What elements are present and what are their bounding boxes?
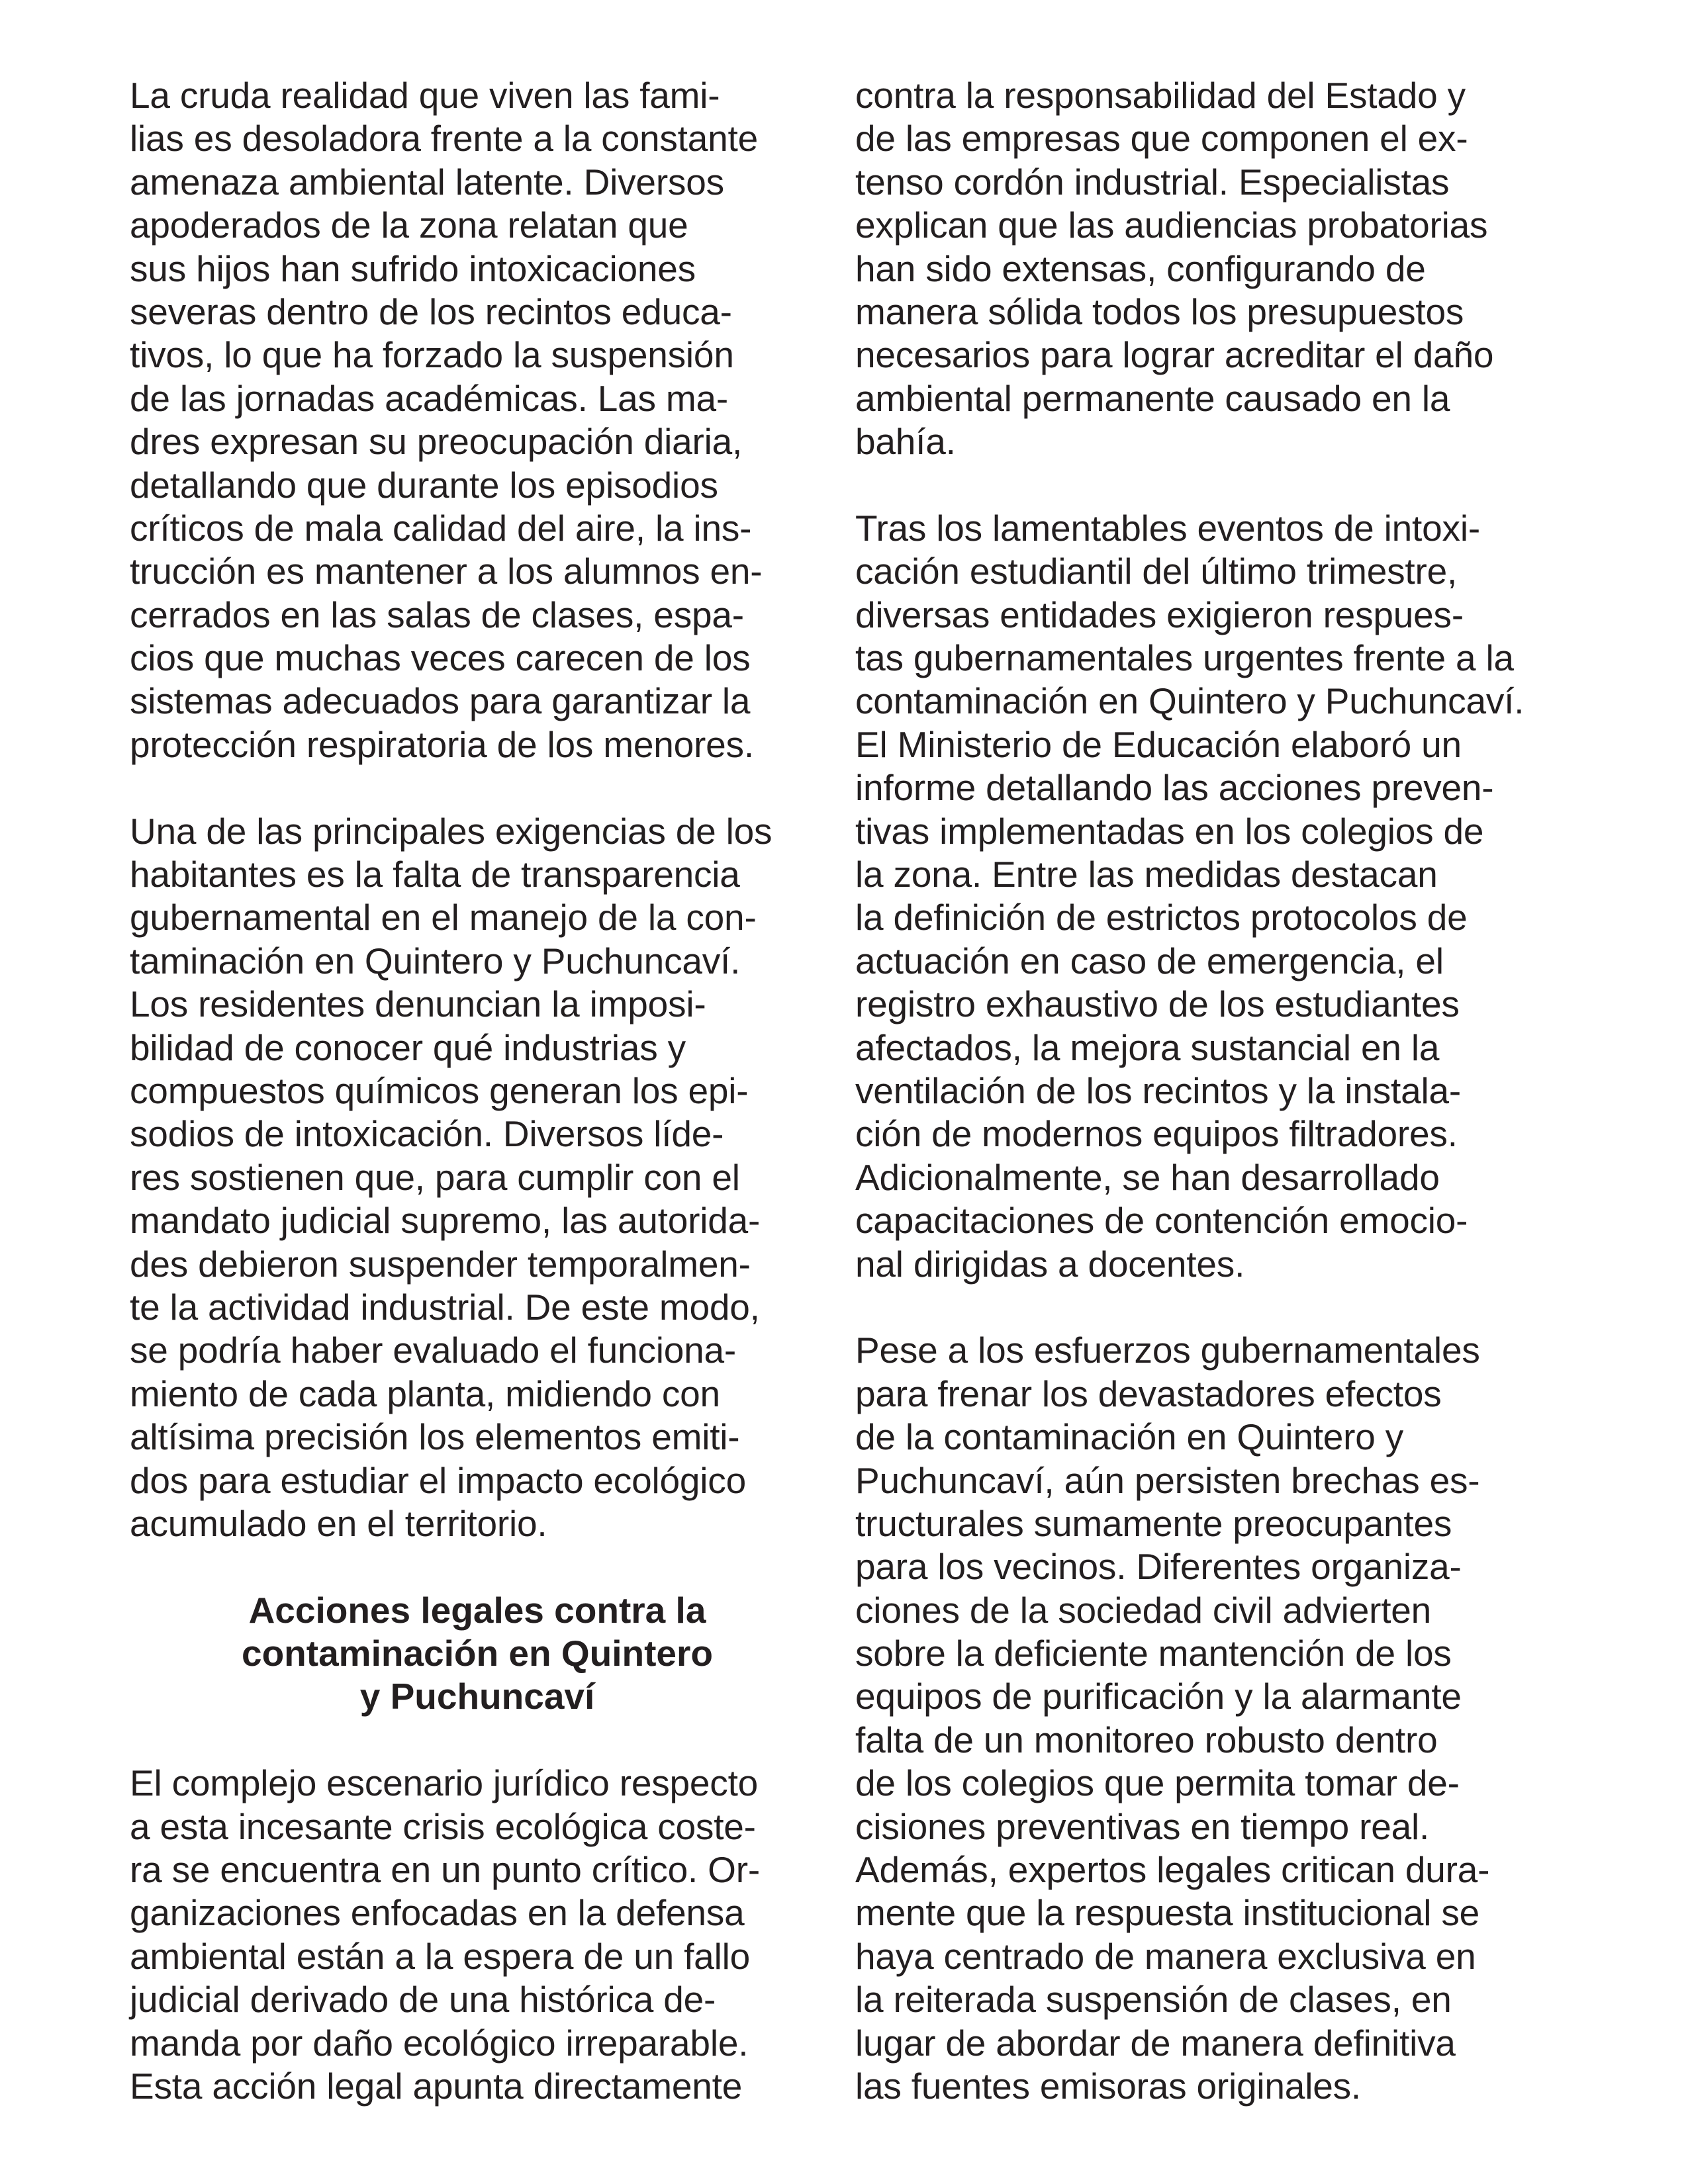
text-line: apoderados de la zona relatan que [130, 205, 688, 246]
paragraph-gap [855, 464, 1570, 507]
text-line: diversas entidades exigieron respues- [855, 594, 1464, 635]
text-line: ganizaciones enfocadas en la defensa [130, 1892, 745, 1934]
text-line: falta de un monitoreo robusto dentro [855, 1719, 1438, 1760]
text-line: para los vecinos. Diferentes organiza- [855, 1546, 1462, 1588]
text-line: Adicionalmente, se han desarrollado [855, 1156, 1440, 1198]
text-line: La cruda realidad que viven las fami- [130, 75, 720, 116]
text-line: cación estudiantil del último trimestre, [855, 551, 1458, 592]
text-line: capacitaciones de contención emocio- [855, 1200, 1468, 1242]
text-line: altísima precisión los elementos emiti- [130, 1416, 740, 1458]
text-line: la reiterada suspensión de clases, en [855, 1979, 1452, 2021]
text-line: mente que la respuesta institucional se [855, 1892, 1480, 1934]
text-line: cios que muchas veces carecen de los [130, 637, 751, 679]
text-line: sobre la deficiente mantención de los [855, 1633, 1452, 1674]
text-line: judicial derivado de una histórica de- [130, 1979, 716, 2021]
text-line: sistemas adecuados para garantizar la [130, 680, 751, 722]
text-line: tenso cordón industrial. Especialistas [855, 161, 1450, 203]
text-line: compuestos químicos generan los epi- [130, 1069, 749, 1111]
text-line: ciones de la sociedad civil advierten [855, 1589, 1432, 1631]
text-line: habitantes es la falta de transparencia [130, 854, 740, 895]
text-line: explican que las audiencias probatorias [855, 205, 1488, 246]
text-line: El complejo escenario jurídico respecto [130, 1762, 759, 1804]
right-paragraph-1 [855, 74, 1570, 464]
text-line: de la contaminación en Quintero y [855, 1416, 1404, 1458]
text-line: miento de cada planta, midiendo con [130, 1373, 720, 1414]
text-line: Pese a los esfuerzos gubernamentales [855, 1330, 1480, 1371]
text-line: la zona. Entre las medidas destacan [855, 854, 1438, 895]
text-line: informe detallando las acciones preven- [855, 767, 1494, 809]
text-line: registro exhaustivo de los estudiantes [855, 983, 1460, 1025]
text-line: Una de las principales exigencias de los [130, 810, 773, 852]
text-line: manda por daño ecológico irreparable. [130, 2022, 749, 2064]
text-line: des debieron suspender temporalmen- [130, 1243, 751, 1285]
text-line: críticos de mala calidad del aire, la ins- [130, 507, 752, 549]
text-line: de los colegios que permita tomar de- [855, 1762, 1460, 1804]
text-line: sus hijos han sufrido intoxicaciones [130, 248, 696, 289]
text-line: bahía. [855, 421, 956, 463]
right-paragraph-3 [855, 1329, 1570, 2108]
text-line: tas gubernamentales urgentes frente a la [855, 637, 1514, 679]
text-line: para frenar los devastadores efectos [855, 1373, 1442, 1414]
text-line: taminación en Quintero y Puchuncaví. [130, 940, 741, 981]
text-line: ra se encuentra en un punto crítico. Or- [130, 1849, 760, 1891]
text-line: haya centrado de manera exclusiva en [855, 1935, 1476, 1977]
text-line: Esta acción legal apunta directamente [130, 2066, 743, 2107]
left-paragraph-3 [130, 1762, 825, 2108]
text-line: mandato judicial supremo, las autorida- [130, 1200, 761, 1242]
text-line: Puchuncaví, aún persisten brechas es- [855, 1459, 1480, 1501]
text-line: se podría haber evaluado el funciona- [130, 1330, 737, 1371]
text-line: equipos de purificación y la alarmante [855, 1676, 1462, 1717]
right-paragraph-2 [855, 507, 1570, 1286]
text-line: la definición de estrictos protocolos de [855, 897, 1468, 938]
left-column [130, 74, 825, 2108]
text-line: El Ministerio de Educación elaboró un [855, 723, 1462, 765]
section-heading [130, 1589, 825, 1719]
text-line: protección respiratoria de los menores. [130, 723, 754, 765]
text-line: cisiones preventivas en tiempo real. [855, 1805, 1430, 1847]
text-line: lugar de abordar de manera definitiva [855, 2022, 1456, 2064]
heading-line: contaminación en Quintero [241, 1633, 714, 1674]
text-line: necesarios para lograr acreditar el daño [855, 334, 1494, 376]
text-line: Además, expertos legales critican dura- [855, 1849, 1490, 1891]
text-line: manera sólida todos los presupuestos [855, 291, 1464, 332]
text-line: dos para estudiar el impacto ecológico [130, 1459, 746, 1501]
text-line: cerrados en las salas de clases, espa- [130, 594, 744, 635]
text-line: Los residentes denuncian la imposi- [130, 983, 706, 1025]
paragraph-gap [130, 1719, 825, 1762]
text-line: bilidad de conocer qué industrias y [130, 1026, 686, 1068]
text-line: ción de modernos equipos filtradores. [855, 1113, 1458, 1155]
text-line: tivas implementadas en los colegios de [855, 810, 1484, 852]
text-line: ambiental permanente causado en la [855, 377, 1450, 419]
text-line: acumulado en el territorio. [130, 1502, 547, 1544]
text-line: amenaza ambiental latente. Diversos [130, 161, 724, 203]
text-line: te la actividad industrial. De este modo, [130, 1286, 760, 1328]
text-line: contaminación en Quintero y Puchuncaví. [855, 680, 1524, 722]
text-line: ambiental están a la espera de un fallo [130, 1935, 751, 1977]
text-line: han sido extensas, configurando de [855, 248, 1426, 289]
text-line: tructurales sumamente preocupantes [855, 1502, 1452, 1544]
paragraph-gap [130, 766, 825, 809]
text-line: ventilación de los recintos y la instala- [855, 1069, 1462, 1111]
text-line: de las empresas que componen el ex- [855, 118, 1468, 159]
text-line: lias es desoladora frente a la constante [130, 118, 758, 159]
text-line: res sostienen que, para cumplir con el [130, 1156, 740, 1198]
paragraph-gap [130, 1545, 825, 1588]
text-line: Tras los lamentables eventos de intoxi- [855, 507, 1480, 549]
text-line: actuación en caso de emergencia, el [855, 940, 1444, 981]
text-line: sodios de intoxicación. Diversos líde- [130, 1113, 724, 1155]
paragraph-gap [855, 1286, 1570, 1329]
text-line: detallando que durante los episodios [130, 464, 718, 506]
left-paragraph-1 [130, 74, 825, 766]
text-line: de las jornadas académicas. Las ma- [130, 377, 729, 419]
left-paragraph-2 [130, 810, 825, 1546]
text-line: las fuentes emisoras originales. [855, 2065, 1361, 2107]
text-line: afectados, la mejora sustancial en la [855, 1026, 1440, 1068]
text-line: nal dirigidas a docentes. [855, 1243, 1245, 1285]
heading-line: Acciones legales contra la [248, 1589, 706, 1631]
text-line: contra la responsabilidad del Estado y [855, 75, 1466, 116]
text-line: dres expresan su preocupación diaria, [130, 421, 743, 463]
text-line: tivos, lo que ha forzado la suspensión [130, 334, 734, 376]
text-line: gubernamental en el manejo de la con- [130, 897, 757, 938]
text-line: trucción es mantener a los alumnos en- [130, 551, 763, 592]
heading-line: y Puchuncaví [359, 1676, 595, 1717]
right-column [855, 74, 1570, 2108]
text-line: severas dentro de los recintos educa- [130, 291, 732, 332]
text-line: a esta incesante crisis ecológica coste- [130, 1805, 756, 1847]
